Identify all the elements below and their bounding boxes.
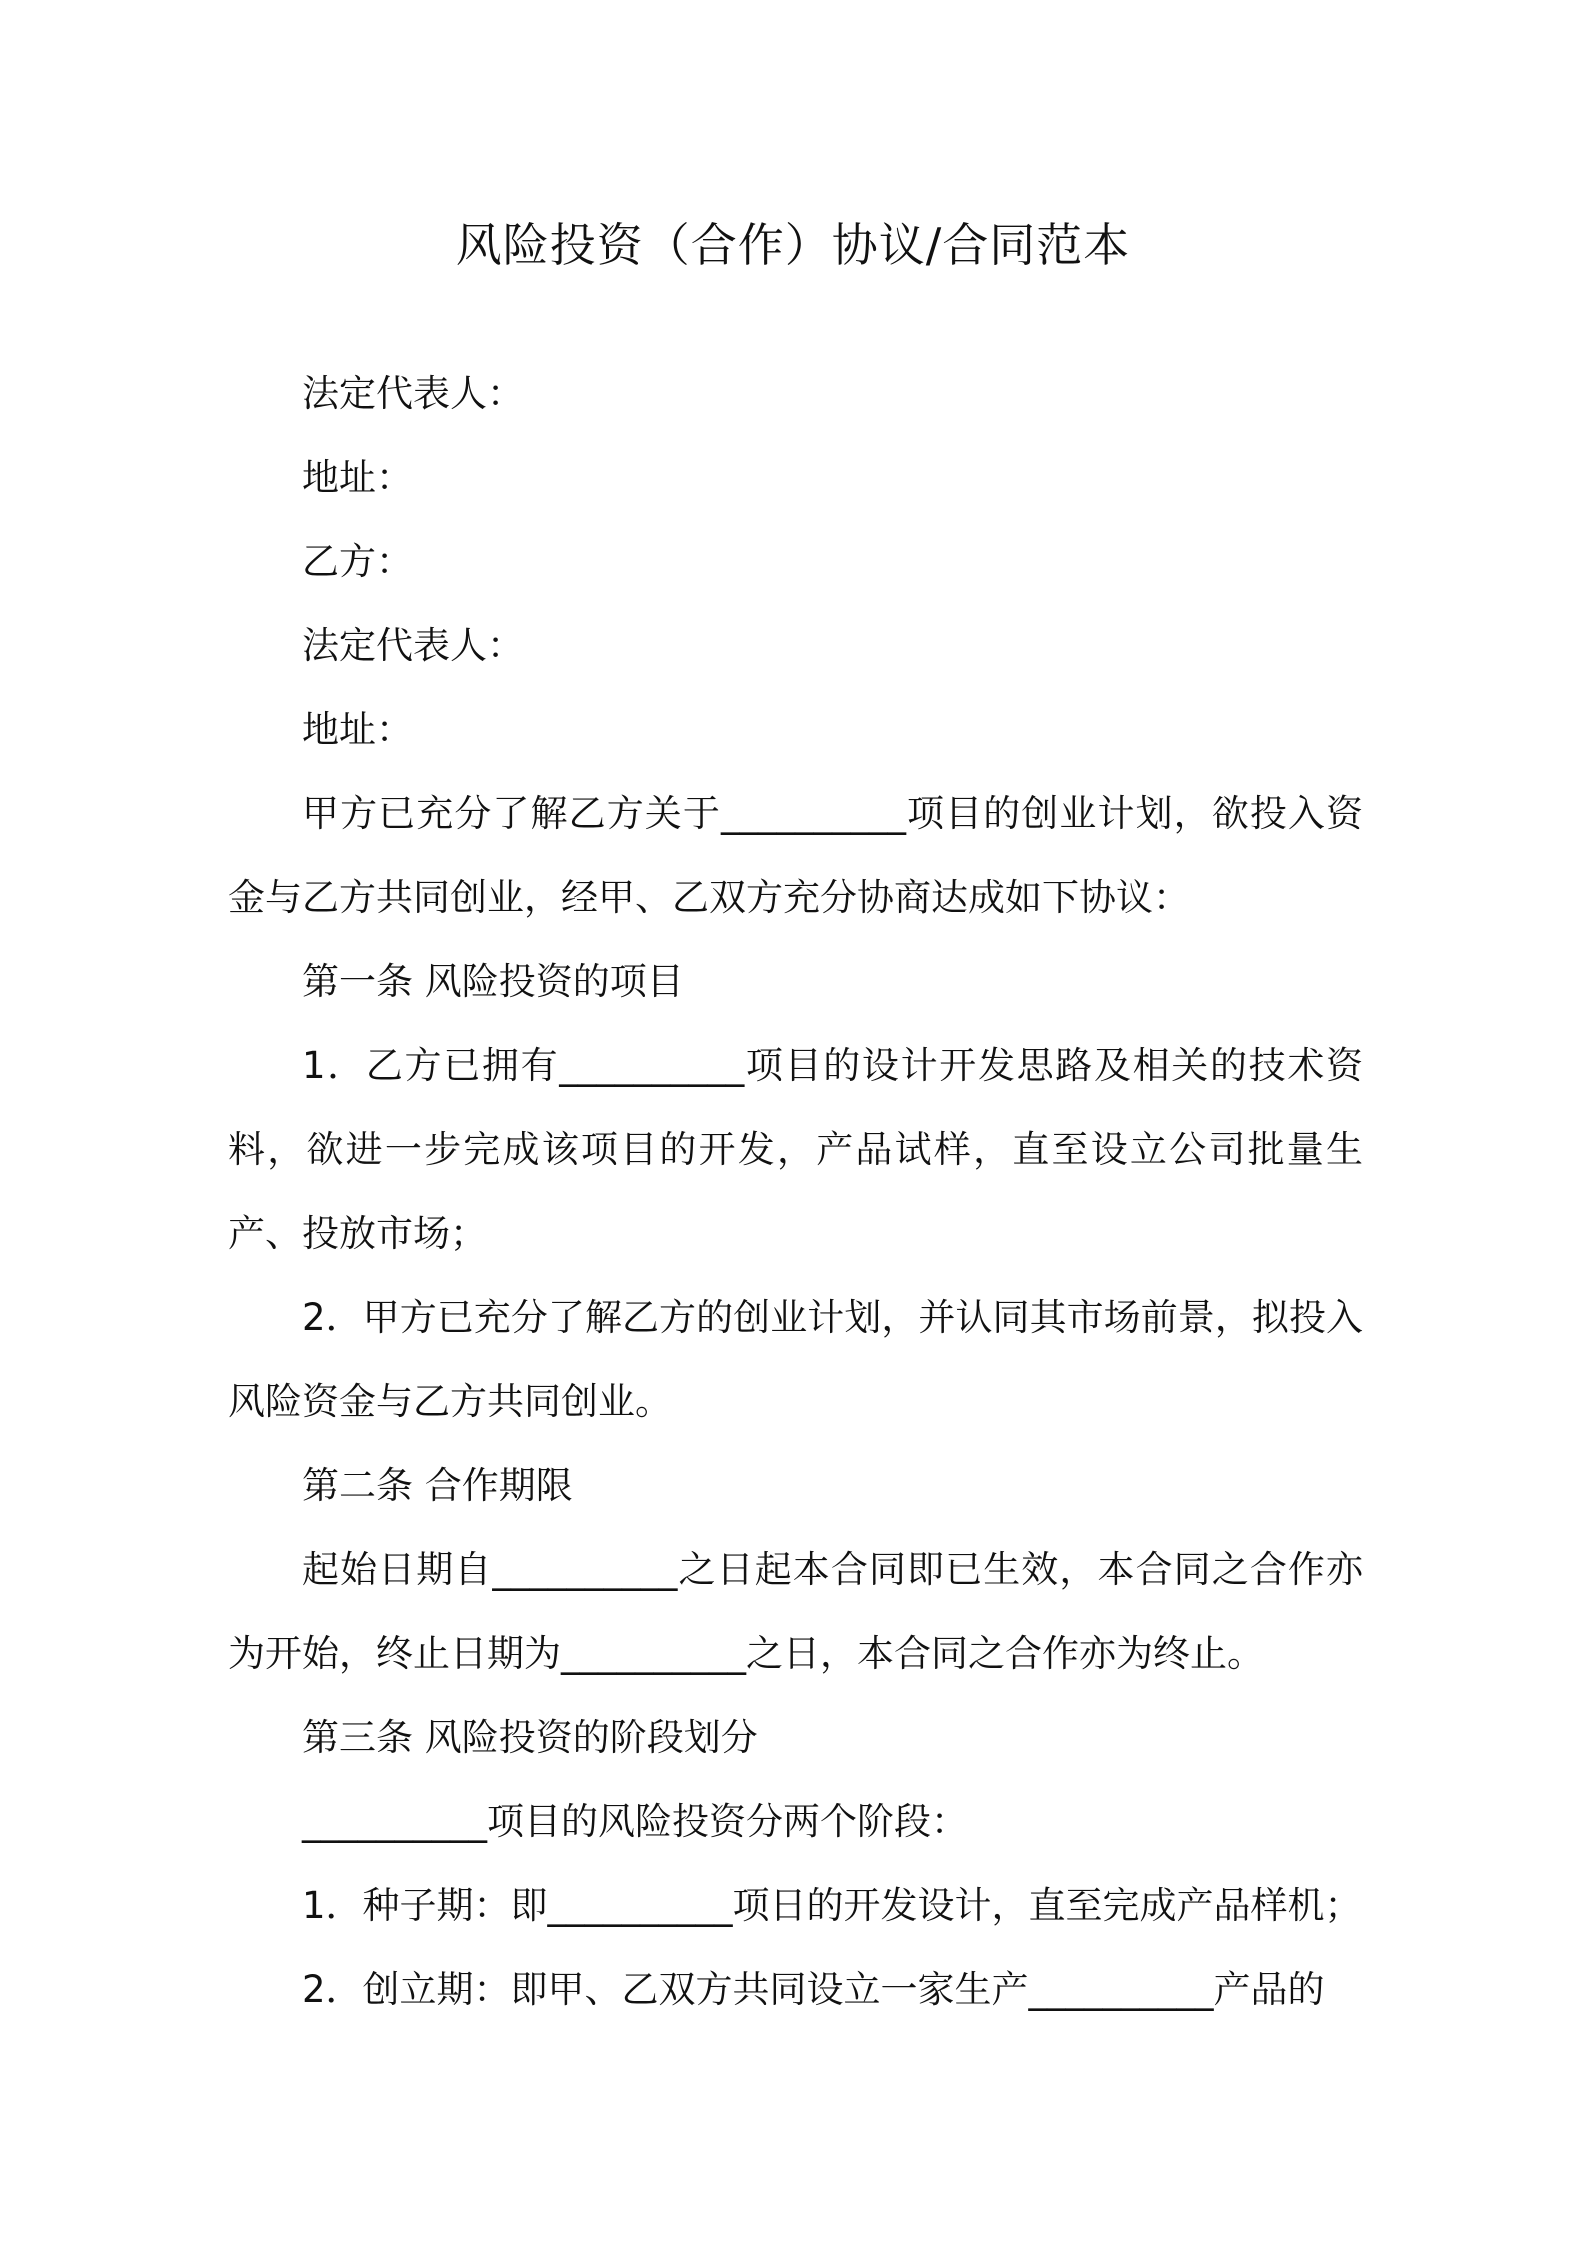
paragraph-preamble: 甲方已充分了解乙方关于__________项目的创业计划，欲投入资金与乙方共同创业，经甲、乙双方充分协商达成如下协议：: [228, 792, 1363, 919]
paragraph-address-b: 地址：: [302, 708, 413, 751]
article-2-heading: 第二条 合作期限: [302, 1464, 573, 1507]
article-1-clause-2: 2．甲方已充分了解乙方的创业计划，并认同其市场前景，拟投入风险资金与乙方共同创业。: [228, 1296, 1363, 1423]
paragraph-address-a: 地址：: [302, 456, 413, 499]
document-body: [228, 352, 1363, 2032]
article-3-clause-1: 1．种子期：即__________项日的开发设计，直至完成产品样机；: [302, 1884, 1362, 1927]
article-1-heading: 第一条 风险投资的项目: [302, 960, 684, 1003]
article-3-intro: __________项目的风险投资分两个阶段：: [302, 1800, 968, 1843]
article-3-heading: 第三条 风险投资的阶段划分: [302, 1716, 758, 1759]
article-2-body: 起始日期自__________之日起本合同即已生效，本合同之合作亦为开始，终止日期为__________之日，本合同之合作亦为终止。: [228, 1548, 1363, 1675]
article-1-clause-1: 1．乙方已拥有__________项目的设计开发思路及相关的技术资料，欲进一步完成该项目的开发，产品试样，直至设立公司批量生产、投放市场；: [228, 1044, 1363, 1255]
paragraph-party-b: 乙方：: [302, 540, 413, 583]
paragraph-legal-rep-b: 法定代表人：: [302, 624, 524, 667]
article-3-clause-2: 2．创立期：即甲、乙双方共同设立一家生产__________产品的: [302, 1968, 1325, 2011]
paragraph-legal-rep-a: 法定代表人：: [302, 372, 524, 415]
document-title: 风险投资（合作）协议/合同范本: [455, 218, 1131, 272]
